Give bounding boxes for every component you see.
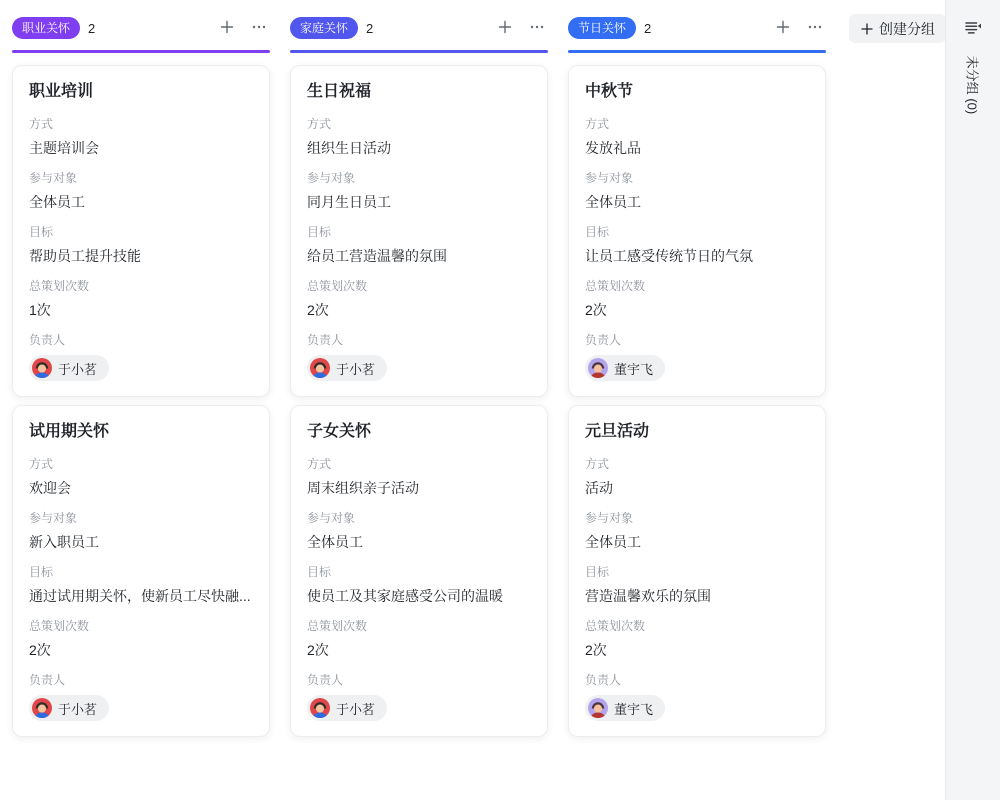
field-value: 让员工感受传统节日的气氛 [585,248,753,264]
field-label: 参与对象 [29,171,78,185]
record-card[interactable] [290,405,548,737]
field-label: 参与对象 [307,511,356,525]
owner-name: 于小茗 [336,361,376,377]
kanban-board [12,12,826,745]
field-label: 负责人 [585,333,622,347]
field-label: 总策划次数 [585,279,646,293]
add-record-button[interactable] [216,17,238,39]
field-value: 全体员工 [585,534,641,550]
field-value: 全体员工 [307,534,363,550]
field-value: 全体员工 [29,194,85,210]
kanban-column-2 [568,12,826,745]
field-value: 2次 [585,302,607,318]
card-title: 元旦活动 [585,423,650,440]
field-label: 负责人 [585,673,622,687]
owner-name: 于小茗 [336,701,376,717]
field-value: 1次 [29,302,51,318]
field-value: 2次 [585,642,607,658]
avatar [588,358,608,378]
card-title: 生日祝福 [307,83,372,100]
column-header [12,15,270,41]
field-label: 目标 [585,225,610,239]
record-card[interactable] [568,405,826,737]
collapse-panel-icon [964,24,982,39]
field-value: 帮助员工提升技能 [29,248,141,264]
field-label: 目标 [29,565,54,579]
owner-chip[interactable] [29,355,109,381]
field-value: 发放礼品 [585,140,641,156]
column-header [290,15,548,41]
create-group-button[interactable] [849,14,946,43]
field-value: 给员工营造温馨的氛围 [307,248,447,264]
field-value: 营造温馨欢乐的氛围 [585,588,711,604]
record-card[interactable] [12,65,270,397]
owner-name: 于小茗 [58,361,98,377]
avatar [310,698,330,718]
group-tag: 家庭关怀 [290,17,358,39]
avatar [310,358,330,378]
field-label: 参与对象 [29,511,78,525]
field-label: 目标 [29,225,54,239]
group-tag: 节日关怀 [568,17,636,39]
group-color-bar [568,50,826,53]
field-label: 方式 [307,117,332,131]
field-label: 总策划次数 [29,279,90,293]
expand-panel-button[interactable] [961,17,985,42]
card-title: 子女关怀 [307,423,372,440]
column-header [568,15,826,41]
group-color-bar [290,50,548,53]
field-label: 总策划次数 [585,619,646,633]
field-label: 方式 [29,457,54,471]
card-title: 试用期关怀 [29,423,110,440]
kanban-column-0 [12,12,270,745]
field-value: 2次 [307,302,329,318]
field-label: 参与对象 [585,171,634,185]
record-card[interactable] [290,65,548,397]
avatar [588,698,608,718]
owner-chip[interactable] [29,695,109,721]
field-value: 新入职员工 [29,534,99,550]
ungrouped-panel [945,0,1000,800]
group-count: 2 [88,20,96,36]
field-value: 2次 [307,642,329,658]
add-record-button[interactable] [494,17,516,39]
ellipsis-icon [529,19,545,38]
kanban-column-1 [290,12,548,745]
owner-name: 董宇飞 [614,361,654,377]
owner-chip[interactable] [307,695,387,721]
card-title: 中秋节 [585,83,634,100]
owner-chip[interactable] [585,355,665,381]
field-value: 通过试用期关怀，使新员工尽快融... [29,588,251,604]
field-label: 总策划次数 [29,619,90,633]
field-label: 总策划次数 [307,619,368,633]
field-label: 参与对象 [307,171,356,185]
group-tag: 职业关怀 [12,17,80,39]
field-label: 方式 [585,457,610,471]
ellipsis-icon [251,19,267,38]
field-value: 欢迎会 [29,480,71,496]
group-more-button[interactable] [804,17,826,39]
group-more-button[interactable] [526,17,548,39]
field-label: 方式 [307,457,332,471]
field-value: 2次 [29,642,51,658]
group-color-bar [12,50,270,53]
avatar [32,358,52,378]
field-value: 组织生日活动 [307,140,391,156]
avatar [32,698,52,718]
record-card[interactable] [12,405,270,737]
group-more-button[interactable] [248,17,270,39]
field-label: 总策划次数 [307,279,368,293]
plus-icon [860,22,874,36]
add-record-button[interactable] [772,17,794,39]
owner-name: 于小茗 [58,701,98,717]
field-value: 主题培训会 [29,140,99,156]
field-label: 负责人 [307,673,344,687]
field-label: 负责人 [29,333,66,347]
owner-chip[interactable] [307,355,387,381]
plus-icon [219,19,235,38]
field-label: 负责人 [307,333,344,347]
owner-name: 董宇飞 [614,701,654,717]
field-label: 目标 [585,565,610,579]
group-count: 2 [366,20,374,36]
field-label: 负责人 [29,673,66,687]
field-label: 目标 [307,565,332,579]
field-value: 周末组织亲子活动 [307,480,419,496]
group-count: 2 [644,20,652,36]
card-title: 职业培训 [29,83,94,100]
ellipsis-icon [807,19,823,38]
field-label: 方式 [585,117,610,131]
field-value: 同月生日员工 [307,194,391,210]
owner-chip[interactable] [585,695,665,721]
field-label: 目标 [307,225,332,239]
plus-icon [497,19,513,38]
record-card[interactable] [568,65,826,397]
field-label: 参与对象 [585,511,634,525]
field-value: 活动 [585,480,613,496]
field-label: 方式 [29,117,54,131]
create-group-label: 创建分组 [879,20,935,37]
plus-icon [775,19,791,38]
ungrouped-label[interactable]: 未分组 (0) [964,55,980,115]
field-value: 使员工及其家庭感受公司的温暖 [307,588,503,604]
field-value: 全体员工 [585,194,641,210]
